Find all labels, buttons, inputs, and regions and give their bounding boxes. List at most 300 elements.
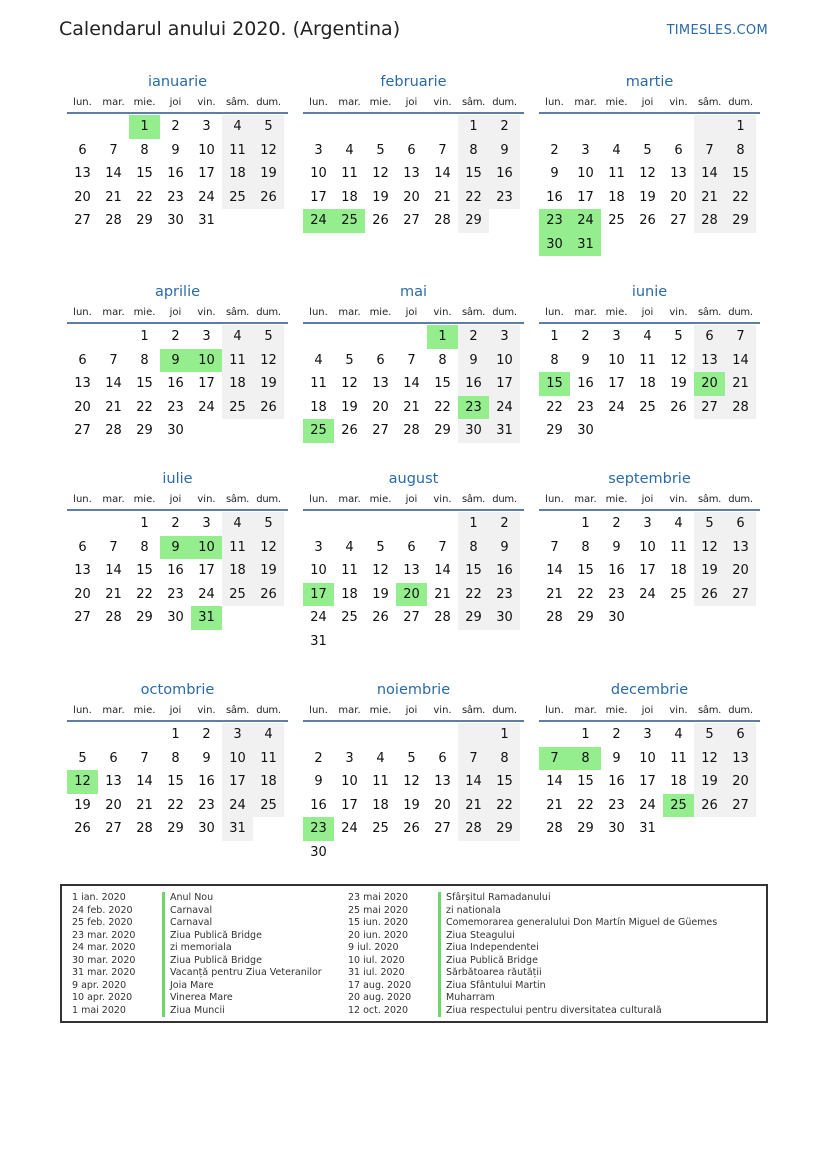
weekday-label: lun. — [545, 705, 564, 716]
legend-row — [348, 905, 717, 918]
day-grid — [67, 722, 288, 841]
day-cell: 2 — [550, 142, 559, 158]
day-cell: 15 — [577, 563, 594, 578]
day-cell: 10 — [310, 166, 327, 181]
day-cell: 10 — [489, 349, 520, 373]
day-cell: 5 — [376, 142, 385, 158]
day-cell-empty — [334, 325, 365, 349]
day-cell: 1 — [140, 329, 149, 344]
day-cell: 12 — [403, 774, 420, 789]
legend-date: 1 ian. 2020 — [72, 892, 126, 903]
weekday-label: mie. — [369, 705, 392, 716]
legend-row — [72, 905, 322, 918]
day-cell: 6 — [694, 325, 725, 349]
day-cell-empty — [427, 512, 458, 536]
day-cell: 9 — [171, 142, 180, 158]
day-cell-empty — [365, 512, 396, 536]
day-cell: 19 — [403, 797, 420, 813]
day-cell: 5 — [345, 352, 354, 368]
day-cell: 13 — [105, 774, 122, 789]
day-cell: 10 — [310, 563, 327, 578]
weekday-label: mar. — [338, 494, 361, 505]
legend-holiday-name: zi memoriala — [162, 942, 232, 955]
day-cell-empty — [396, 325, 427, 349]
day-cell: 15 — [136, 563, 153, 578]
day-cell: 2 — [612, 516, 621, 531]
day-cell: 22 — [458, 186, 489, 210]
day-cell: 22 — [167, 797, 184, 813]
weekday-header — [539, 92, 760, 114]
day-cell: 9 — [612, 539, 621, 555]
holiday-day-cell: 24 — [303, 209, 334, 233]
day-cell: 27 — [725, 583, 756, 607]
day-cell: 15 — [725, 162, 756, 186]
day-cell: 14 — [546, 774, 563, 789]
legend-holiday-name: Sărbătoarea răutății — [438, 967, 542, 980]
day-cell: 21 — [105, 399, 122, 415]
day-cell: 20 — [372, 399, 389, 415]
month-octombrie — [67, 680, 288, 841]
day-cell: 30 — [608, 821, 625, 836]
day-cell: 16 — [546, 189, 563, 205]
day-cell: 28 — [105, 610, 122, 625]
legend-date: 25 feb. 2020 — [72, 917, 133, 928]
weekday-label: vin. — [433, 705, 452, 716]
weekday-label: sâm. — [461, 97, 486, 108]
day-cell: 21 — [694, 186, 725, 210]
day-cell: 5 — [253, 115, 284, 139]
day-cell: 20 — [725, 770, 756, 794]
day-cell: 5 — [407, 750, 416, 766]
legend-holiday-name: Carnaval — [162, 905, 212, 918]
legend-holiday-name: Anul Nou — [162, 892, 213, 905]
day-cell: 9 — [314, 774, 323, 789]
legend-holiday-name: Carnaval — [162, 917, 212, 930]
day-cell: 16 — [167, 376, 184, 391]
legend-date: 10 apr. 2020 — [72, 992, 133, 1003]
weekday-label: mie. — [133, 705, 156, 716]
day-cell: 18 — [310, 399, 327, 415]
day-cell-empty — [334, 512, 365, 536]
day-cell: 14 — [434, 166, 451, 181]
weekday-label: joi — [169, 97, 182, 108]
legend-row — [72, 967, 322, 980]
weekday-header — [67, 302, 288, 324]
day-cell: 6 — [78, 142, 87, 158]
day-cell: 27 — [403, 610, 420, 625]
weekday-label: mar. — [102, 494, 125, 505]
day-cell: 28 — [725, 396, 756, 420]
weekday-label: sâm. — [225, 307, 250, 318]
weekday-label: vin. — [197, 97, 216, 108]
day-cell: 20 — [725, 559, 756, 583]
day-cell: 27 — [434, 821, 451, 836]
holiday-day-cell: 9 — [160, 349, 191, 373]
day-cell-empty — [303, 512, 334, 536]
day-cell-empty — [334, 723, 365, 747]
day-cell: 10 — [198, 142, 215, 158]
weekday-label: sâm. — [461, 705, 486, 716]
weekday-label: joi — [641, 705, 654, 716]
day-cell: 29 — [136, 423, 153, 438]
day-cell: 29 — [167, 821, 184, 836]
day-cell: 28 — [434, 610, 451, 625]
legend-row — [72, 955, 322, 968]
legend-holiday-name: Ziua respectului pentru diversitatea culturală — [438, 1005, 662, 1018]
holiday-day-cell: 1 — [427, 325, 458, 349]
day-cell: 7 — [438, 142, 447, 158]
day-cell-empty — [303, 723, 334, 747]
day-cell: 3 — [489, 325, 520, 349]
day-cell: 25 — [222, 186, 253, 210]
day-cell: 21 — [546, 797, 563, 813]
day-cell: 18 — [222, 372, 253, 396]
legend-row — [348, 980, 717, 993]
day-grid — [539, 511, 760, 630]
weekday-label: mie. — [133, 307, 156, 318]
weekday-label: mie. — [133, 97, 156, 108]
holiday-day-cell: 23 — [458, 396, 489, 420]
weekday-label: mar. — [102, 307, 125, 318]
day-cell: 30 — [167, 423, 184, 438]
day-cell: 11 — [253, 747, 284, 771]
day-cell: 29 — [577, 610, 594, 625]
day-cell: 10 — [341, 774, 358, 789]
holiday-day-cell: 7 — [539, 747, 570, 771]
legend-holiday-name: Ziua Steagului — [438, 930, 515, 943]
weekday-label: mar. — [574, 705, 597, 716]
legend-row — [348, 892, 717, 905]
weekday-label: mar. — [574, 494, 597, 505]
day-cell: 29 — [434, 423, 451, 438]
day-cell: 11 — [639, 352, 656, 368]
day-cell-empty — [334, 115, 365, 139]
day-cell: 2 — [489, 115, 520, 139]
day-cell-empty — [427, 115, 458, 139]
day-cell: 20 — [403, 189, 420, 205]
day-cell-empty — [67, 115, 98, 139]
day-cell: 25 — [372, 821, 389, 836]
day-grid — [539, 722, 760, 841]
weekday-header — [67, 92, 288, 114]
day-cell: 22 — [577, 797, 594, 813]
day-cell: 10 — [639, 750, 656, 766]
weekday-label: mar. — [102, 97, 125, 108]
day-cell-empty — [539, 115, 570, 139]
day-cell: 7 — [438, 539, 447, 555]
weekday-label: dum. — [728, 307, 753, 318]
legend-holiday-name: Ziua Sfântului Martin — [438, 980, 546, 993]
day-cell: 19 — [74, 797, 91, 813]
day-cell: 21 — [136, 797, 153, 813]
legend-holiday-name: Ziua Publică Bridge — [162, 955, 262, 968]
holiday-day-cell: 25 — [663, 794, 694, 818]
day-cell: 13 — [694, 349, 725, 373]
weekday-label: mie. — [133, 494, 156, 505]
day-cell: 27 — [670, 213, 687, 228]
legend-column-right — [348, 892, 717, 1017]
day-cell: 1 — [581, 516, 590, 531]
legend-date: 12 oct. 2020 — [348, 1004, 409, 1016]
legend-date: 31 mar. 2020 — [72, 967, 136, 978]
day-cell: 1 — [458, 512, 489, 536]
legend-row — [72, 942, 322, 955]
day-cell: 19 — [253, 372, 284, 396]
legend-row — [72, 1005, 322, 1018]
legend-date: 25 mai 2020 — [348, 904, 409, 916]
day-cell: 4 — [222, 512, 253, 536]
day-cell: 21 — [725, 372, 756, 396]
weekday-label: dum. — [728, 494, 753, 505]
day-cell: 17 — [198, 166, 215, 181]
day-cell: 19 — [372, 189, 389, 205]
legend-row — [348, 992, 717, 1005]
weekday-header — [67, 700, 288, 722]
day-cell: 22 — [136, 189, 153, 205]
day-cell: 17 — [341, 797, 358, 813]
day-cell: 1 — [140, 516, 149, 531]
weekday-label: mar. — [338, 307, 361, 318]
day-cell: 7 — [458, 747, 489, 771]
day-cell: 22 — [458, 583, 489, 607]
day-cell: 28 — [694, 209, 725, 233]
day-cell: 24 — [198, 586, 215, 602]
day-cell: 11 — [341, 166, 358, 181]
day-cell: 23 — [198, 797, 215, 813]
legend-date: 30 mar. 2020 — [72, 954, 136, 966]
day-cell: 17 — [310, 189, 327, 205]
day-cell: 25 — [639, 399, 656, 415]
weekday-label: vin. — [197, 705, 216, 716]
day-cell: 17 — [489, 372, 520, 396]
day-cell: 18 — [222, 559, 253, 583]
day-cell: 6 — [674, 142, 683, 158]
day-cell: 13 — [725, 536, 756, 560]
day-cell: 26 — [694, 583, 725, 607]
day-cell: 1 — [550, 329, 559, 344]
day-cell: 8 — [140, 142, 149, 158]
weekday-label: mie. — [605, 97, 628, 108]
weekday-label: mie. — [369, 494, 392, 505]
legend-holiday-name: Ziua Muncii — [162, 1005, 225, 1018]
holiday-day-cell: 10 — [191, 536, 222, 560]
weekday-label: joi — [169, 494, 182, 505]
day-cell: 5 — [694, 723, 725, 747]
day-cell: 30 — [458, 419, 489, 443]
day-cell: 22 — [725, 186, 756, 210]
weekday-header — [539, 302, 760, 324]
day-cell: 23 — [167, 189, 184, 205]
legend-row — [72, 980, 322, 993]
day-cell: 4 — [222, 325, 253, 349]
day-cell: 4 — [222, 115, 253, 139]
day-cell: 24 — [341, 821, 358, 836]
day-cell: 18 — [341, 586, 358, 602]
day-cell: 8 — [140, 539, 149, 555]
day-cell-empty — [98, 723, 129, 747]
day-cell-empty — [539, 512, 570, 536]
day-cell: 25 — [253, 794, 284, 818]
month-name: februarie — [380, 74, 447, 90]
day-cell: 30 — [167, 610, 184, 625]
day-cell: 3 — [222, 723, 253, 747]
day-cell: 22 — [136, 586, 153, 602]
day-cell: 7 — [550, 539, 559, 555]
day-cell: 18 — [608, 189, 625, 205]
site-link[interactable]: TIMESLES.COM — [666, 23, 768, 38]
day-cell: 24 — [639, 586, 656, 602]
day-cell: 13 — [403, 166, 420, 181]
day-cell: 29 — [136, 213, 153, 228]
day-cell: 10 — [608, 352, 625, 368]
weekday-label: mie. — [605, 705, 628, 716]
weekday-label: mie. — [605, 494, 628, 505]
day-grid — [303, 511, 524, 653]
day-cell-empty — [539, 723, 570, 747]
day-cell: 19 — [694, 559, 725, 583]
weekday-label: mie. — [369, 97, 392, 108]
holiday-legend — [60, 884, 768, 1023]
day-cell: 11 — [670, 750, 687, 766]
day-cell: 13 — [74, 376, 91, 391]
day-cell: 19 — [341, 399, 358, 415]
day-cell: 21 — [434, 586, 451, 602]
day-cell: 2 — [171, 329, 180, 344]
weekday-label: lun. — [545, 494, 564, 505]
day-cell: 15 — [136, 376, 153, 391]
weekday-label: sâm. — [697, 97, 722, 108]
day-cell: 23 — [167, 586, 184, 602]
day-cell-empty — [98, 325, 129, 349]
day-cell: 30 — [167, 213, 184, 228]
weekday-header — [539, 700, 760, 722]
day-cell: 16 — [489, 559, 520, 583]
day-cell: 4 — [345, 142, 354, 158]
day-cell: 14 — [136, 774, 153, 789]
day-cell: 22 — [577, 586, 594, 602]
day-cell: 27 — [694, 396, 725, 420]
day-cell-empty — [570, 115, 601, 139]
weekday-label: mar. — [574, 307, 597, 318]
day-cell: 16 — [608, 774, 625, 789]
day-cell: 8 — [489, 747, 520, 771]
day-cell: 3 — [202, 329, 211, 344]
day-cell: 10 — [639, 539, 656, 555]
legend-date: 9 iul. 2020 — [348, 942, 399, 953]
day-cell: 29 — [577, 821, 594, 836]
month-aprilie — [67, 282, 288, 443]
day-cell: 8 — [140, 352, 149, 368]
weekday-header — [303, 302, 524, 324]
day-cell-empty — [303, 115, 334, 139]
weekday-label: vin. — [433, 97, 452, 108]
weekday-label: joi — [405, 494, 418, 505]
day-cell-empty — [98, 512, 129, 536]
day-cell: 1 — [171, 727, 180, 742]
day-cell: 7 — [109, 352, 118, 368]
day-cell: 23 — [608, 797, 625, 813]
holiday-day-cell: 20 — [694, 372, 725, 396]
holiday-day-cell: 20 — [396, 583, 427, 607]
day-cell: 2 — [612, 727, 621, 742]
day-cell: 6 — [407, 539, 416, 555]
weekday-label: lun. — [73, 307, 92, 318]
day-cell: 9 — [202, 750, 211, 766]
weekday-label: sâm. — [697, 705, 722, 716]
weekday-label: lun. — [309, 494, 328, 505]
day-cell: 24 — [198, 189, 215, 205]
day-cell: 22 — [546, 399, 563, 415]
holiday-day-cell: 12 — [67, 770, 98, 794]
weekday-header — [539, 489, 760, 511]
day-cell: 11 — [341, 563, 358, 578]
day-cell: 15 — [577, 774, 594, 789]
day-cell: 9 — [581, 352, 590, 368]
weekday-label: vin. — [433, 494, 452, 505]
day-cell: 25 — [608, 213, 625, 228]
day-cell: 18 — [639, 376, 656, 391]
day-cell: 13 — [74, 563, 91, 578]
legend-holiday-name: Ziua Independentei — [438, 942, 539, 955]
month-iulie — [67, 469, 288, 630]
day-cell: 3 — [314, 539, 323, 555]
day-cell: 6 — [725, 723, 756, 747]
weekday-label: joi — [641, 97, 654, 108]
day-cell: 15 — [489, 770, 520, 794]
day-cell: 26 — [639, 213, 656, 228]
day-cell-empty — [365, 723, 396, 747]
month-name: noiembrie — [376, 682, 451, 698]
day-cell: 13 — [670, 166, 687, 181]
legend-row — [348, 930, 717, 943]
day-cell-empty — [129, 723, 160, 747]
legend-holiday-name: Vinerea Mare — [162, 992, 233, 1005]
day-cell: 11 — [222, 139, 253, 163]
day-cell: 24 — [222, 794, 253, 818]
legend-date: 1 mai 2020 — [72, 1004, 126, 1016]
day-cell: 5 — [376, 539, 385, 555]
month-decembrie — [539, 680, 760, 841]
weekday-label: lun. — [73, 494, 92, 505]
holiday-day-cell: 23 — [539, 209, 570, 233]
day-cell: 27 — [105, 821, 122, 836]
day-cell: 25 — [222, 583, 253, 607]
day-cell: 8 — [458, 536, 489, 560]
weekday-label: lun. — [73, 705, 92, 716]
legend-column-left — [72, 892, 322, 1017]
day-cell: 19 — [694, 770, 725, 794]
day-cell: 11 — [222, 349, 253, 373]
holiday-day-cell: 9 — [160, 536, 191, 560]
day-cell: 23 — [489, 583, 520, 607]
day-cell: 16 — [167, 563, 184, 578]
day-cell: 29 — [489, 817, 520, 841]
day-cell: 31 — [489, 419, 520, 443]
day-cell: 7 — [694, 139, 725, 163]
day-cell: 14 — [434, 563, 451, 578]
weekday-header — [67, 489, 288, 511]
day-cell: 13 — [403, 563, 420, 578]
weekday-label: sâm. — [225, 97, 250, 108]
day-cell-empty — [632, 115, 663, 139]
day-cell: 4 — [345, 539, 354, 555]
day-cell: 1 — [458, 115, 489, 139]
day-cell: 22 — [434, 399, 451, 415]
day-cell: 15 — [167, 774, 184, 789]
day-cell: 4 — [253, 723, 284, 747]
day-cell: 2 — [171, 119, 180, 134]
weekday-label: vin. — [669, 494, 688, 505]
